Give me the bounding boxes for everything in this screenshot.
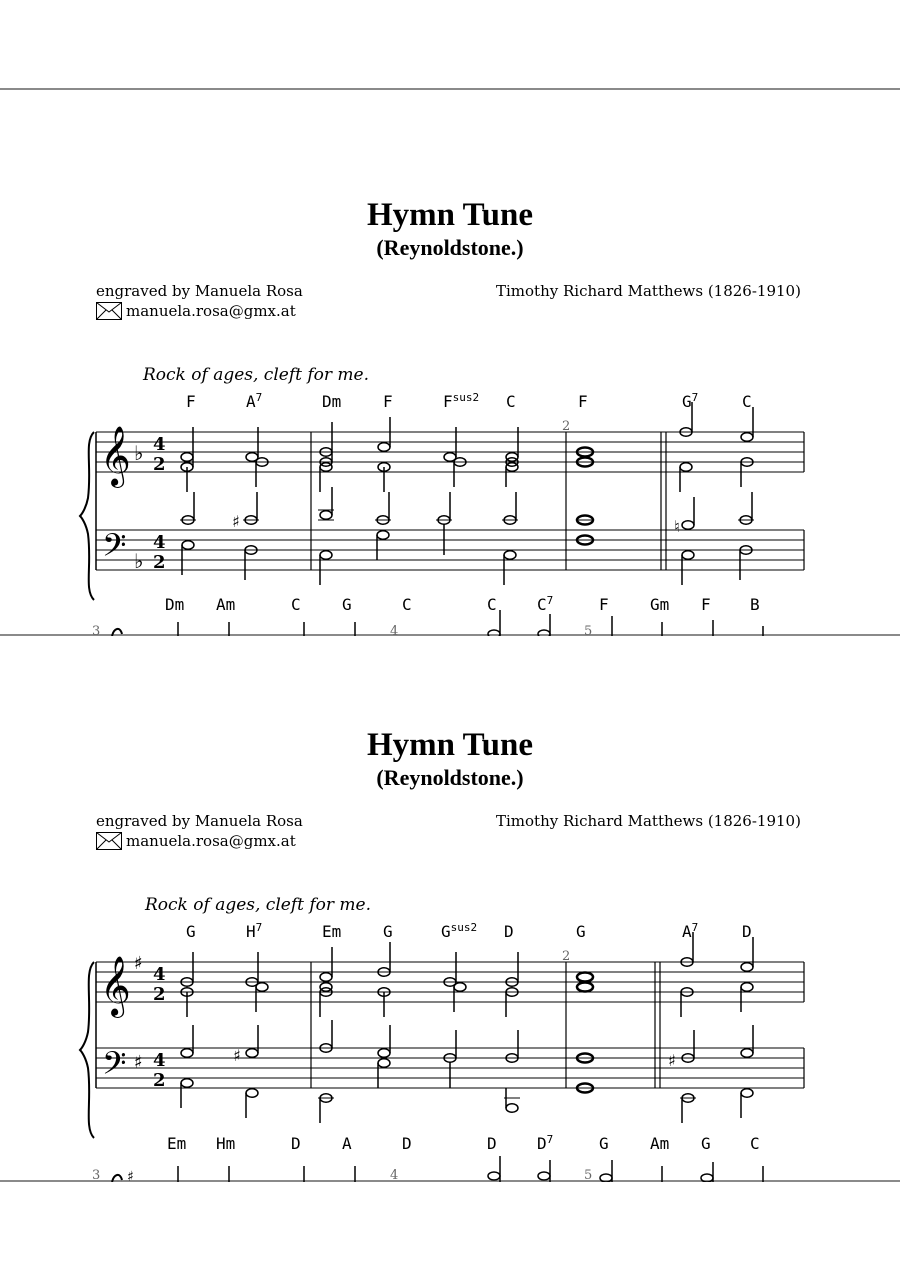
chord-symbol: G — [383, 922, 393, 941]
page-subtitle: (Reynoldstone.) — [376, 235, 524, 260]
svg-text:2: 2 — [153, 1070, 166, 1091]
bass-clef-icon: 𝄢 — [102, 527, 127, 571]
measure-number: 4 — [390, 624, 399, 636]
brace-icon — [80, 432, 94, 600]
treble-notes — [181, 402, 753, 492]
time-signature — [153, 964, 166, 1091]
chord-symbol: $G^7$ — [682, 391, 699, 411]
chord-symbol: Gm — [650, 595, 670, 614]
chord-symbol: D — [504, 922, 514, 941]
time-signature — [153, 434, 166, 573]
treble-notes — [181, 932, 753, 1017]
chord-symbol: G — [186, 922, 196, 941]
bass-staff — [96, 530, 804, 570]
next-system-peek — [112, 1156, 763, 1182]
bass-notes — [181, 1020, 753, 1123]
chord-symbol: D — [742, 922, 752, 941]
chord-symbol: $D^7$ — [537, 1133, 554, 1153]
chord-symbol: D — [291, 1134, 301, 1153]
svg-text:2: 2 — [153, 454, 166, 475]
chord-symbol: Dm — [322, 392, 342, 411]
grand-staff — [0, 90, 900, 636]
svg-text:♯: ♯ — [668, 1051, 676, 1070]
chord-symbol: $H^7$ — [246, 921, 263, 941]
lyric-line: Rock of ages, cleft for me. — [145, 895, 371, 915]
chord-symbol: Dm — [165, 595, 185, 614]
email-address[interactable]: manuela.rosa@gmx.at — [126, 832, 296, 850]
treble-staff — [96, 962, 804, 1002]
chord-symbol: G — [576, 922, 586, 941]
chord-symbol: B — [750, 595, 760, 614]
chord-symbol: C — [402, 595, 412, 614]
measure-number: 3 — [92, 624, 101, 636]
measure-number: 5 — [584, 1168, 593, 1182]
composer-credit: Timothy Richard Matthews (1826-1910) — [496, 812, 801, 830]
treble-clef-icon: 𝄞 — [100, 426, 131, 486]
email-address[interactable]: manuela.rosa@gmx.at — [126, 302, 296, 320]
chord-symbol: F — [383, 392, 393, 411]
svg-text:♯: ♯ — [232, 512, 240, 531]
chord-symbol: G — [701, 1134, 711, 1153]
treble-clef-icon: 𝄞 — [100, 956, 131, 1016]
brace-icon — [80, 962, 94, 1138]
measure-number: 3 — [92, 1168, 101, 1182]
page-title: Hymn Tune — [367, 727, 533, 763]
bass-clef-icon: 𝄢 — [102, 1045, 127, 1089]
svg-text:4: 4 — [153, 1050, 166, 1071]
next-system-peek — [112, 610, 763, 636]
chord-symbol: G — [342, 595, 352, 614]
chord-symbol: $G^{sus2}$ — [441, 921, 478, 941]
chord-symbol: C — [487, 595, 497, 614]
svg-text:4: 4 — [153, 964, 166, 985]
chord-symbol: A — [342, 1134, 352, 1153]
lyric-line: Rock of ages, cleft for me. — [143, 365, 369, 385]
engraver-credit: engraved by Manuela Rosa — [96, 812, 303, 830]
chord-symbol: $A^7$ — [246, 391, 263, 411]
measure-number: 2 — [562, 419, 571, 434]
chord-symbol: C — [750, 1134, 760, 1153]
sheet-page-g-major — [0, 636, 900, 1182]
chord-symbol: C — [742, 392, 752, 411]
engraver-credit: engraved by Manuela Rosa — [96, 282, 303, 300]
svg-text:2: 2 — [153, 552, 166, 573]
page-title: Hymn Tune — [367, 197, 533, 233]
svg-text:♯: ♯ — [233, 1046, 241, 1065]
flat-icon: ♭ — [134, 549, 144, 573]
chord-symbol: Am — [650, 1134, 670, 1153]
measure-number: 4 — [390, 1168, 399, 1182]
chord-symbol: D — [402, 1134, 412, 1153]
svg-text:4: 4 — [153, 532, 166, 553]
chord-symbol: F — [186, 392, 196, 411]
chord-symbol: F — [578, 392, 588, 411]
chord-symbol: G — [599, 1134, 609, 1153]
grand-staff — [0, 636, 900, 1182]
chord-symbol: $A^7$ — [682, 921, 699, 941]
page-subtitle: (Reynoldstone.) — [376, 765, 524, 790]
chord-symbol: C — [291, 595, 301, 614]
chord-symbol: Am — [216, 595, 236, 614]
chord-symbol: F — [599, 595, 609, 614]
chord-symbol: Em — [322, 922, 342, 941]
chord-symbol: C — [506, 392, 516, 411]
svg-text:♯: ♯ — [127, 1169, 134, 1182]
chord-symbol: $C^7$ — [537, 594, 554, 614]
svg-text:2: 2 — [153, 984, 166, 1005]
flat-icon: ♭ — [134, 441, 144, 465]
chord-symbol: F — [701, 595, 711, 614]
measure-number: 2 — [562, 949, 571, 964]
svg-text:♮: ♮ — [674, 517, 680, 536]
sharp-icon: ♯ — [134, 1052, 143, 1073]
chord-symbol: Hm — [216, 1134, 236, 1153]
chord-symbol: D — [487, 1134, 497, 1153]
sharp-icon: ♯ — [134, 953, 143, 974]
composer-credit: Timothy Richard Matthews (1826-1910) — [496, 282, 801, 300]
treble-staff — [96, 432, 804, 472]
sheet-page-f-major — [0, 90, 900, 636]
chord-symbol: $F^{sus2}$ — [443, 391, 480, 411]
chord-symbol: Em — [167, 1134, 187, 1153]
svg-text:4: 4 — [153, 434, 166, 455]
measure-number: 5 — [584, 624, 593, 636]
